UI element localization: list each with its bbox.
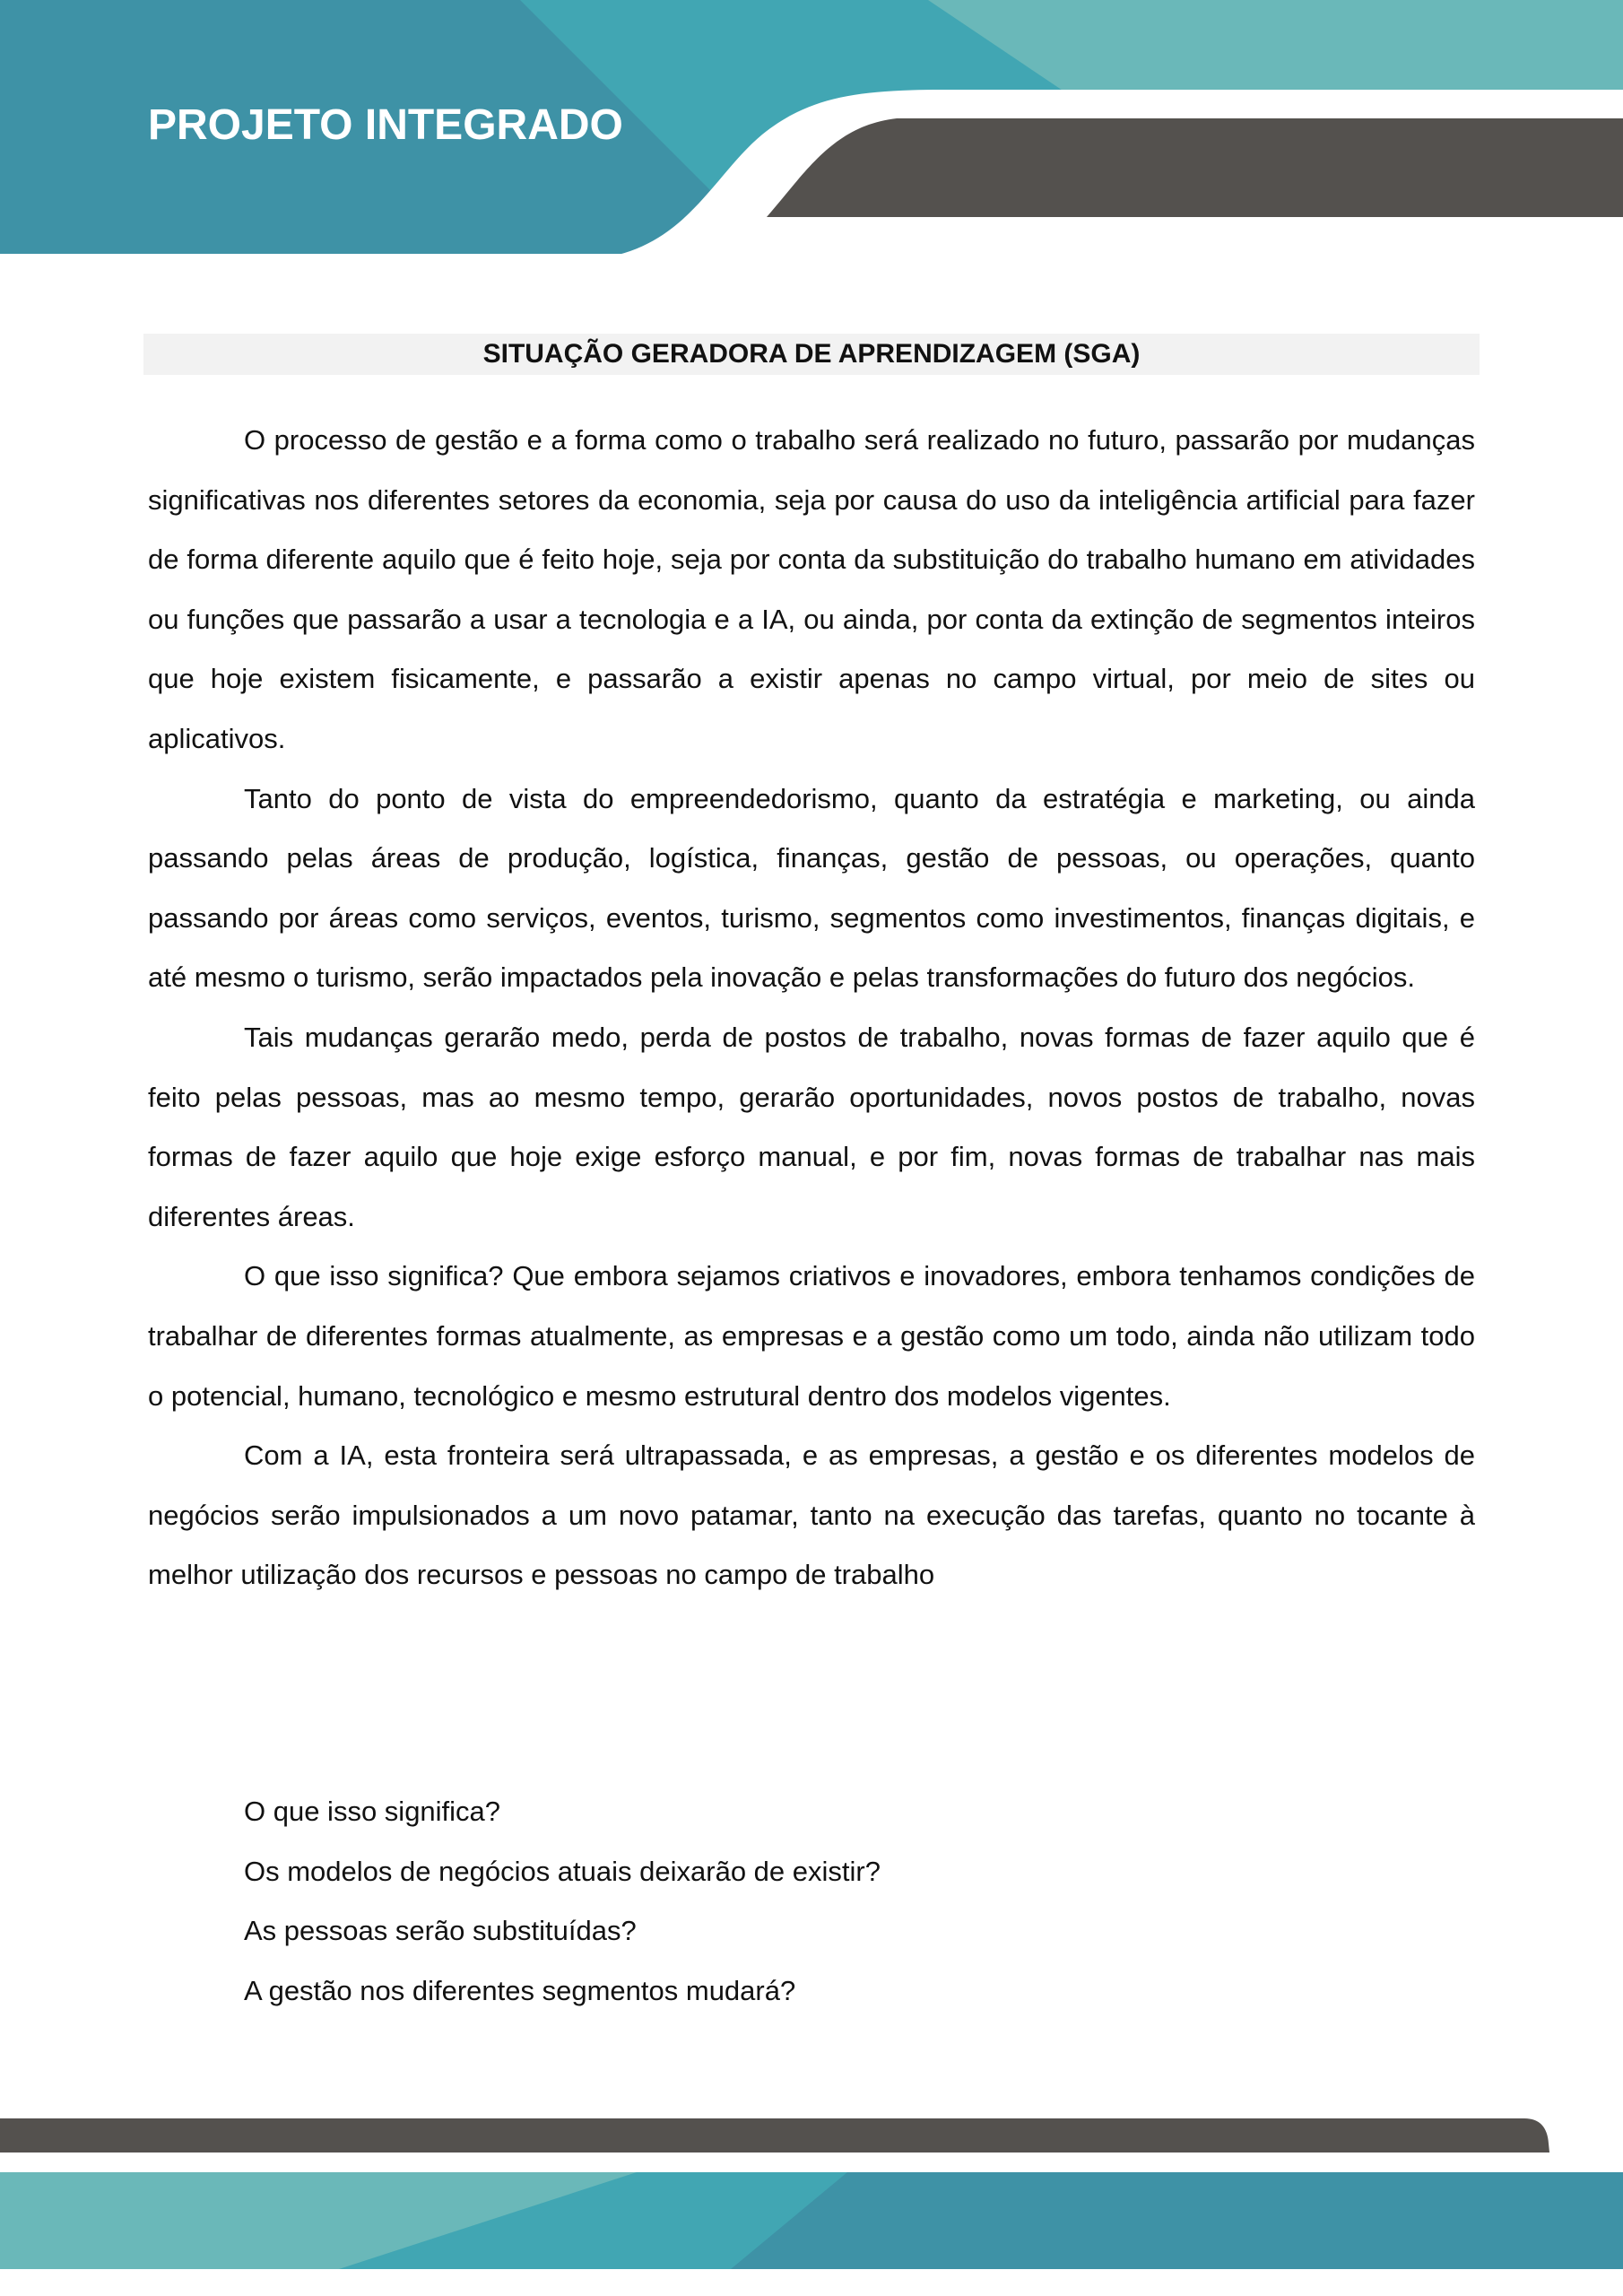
footer-gray-band xyxy=(0,2118,1549,2152)
questions-list xyxy=(244,1782,881,2021)
footer-graphic xyxy=(0,2108,1623,2296)
question-item: Os modelos de negócios atuais deixarão de existir? xyxy=(244,1855,881,1887)
header-title: PROJETO INTEGRADO xyxy=(148,101,623,149)
section-title: SITUAÇÃO GERADORA DE APRENDIZAGEM (SGA) xyxy=(482,339,1141,369)
paragraph: Tais mudanças gerarão medo, perda de postos de trabalho, novas formas de fazer aquilo que é feito pelas pessoas, mas ao mesmo tempo, gerarão oportunidades, novos postos de trabalho, novas formas de fazer aquilo que hoje exige esforço manual, e por fim, novas formas de trabalhar nas mais diferentes áreas. xyxy=(148,1021,1475,1232)
paragraph: Com a IA, esta fronteira será ultrapassada, e as empresas, a gestão e os diferentes modelos de negócios serão impulsionados a um novo patamar, tanto na execução das tarefas, quanto no tocante à melhor utilização dos recursos e pessoas no campo de trabalho xyxy=(148,1439,1475,1591)
question-item: As pessoas serão substituídas? xyxy=(244,1915,637,1947)
paragraph: O processo de gestão e a forma como o trabalho será realizado no futuro, passarão por mudanças significativas nos diferentes setores da economia, seja por causa do uso da inteligência artificial para fazer de forma diferente aquilo que é feito hoje, seja por conta da substituição do trabalho humano em atividades ou funções que passarão a usar a tecnologia e a IA, ou ainda, por conta da extinção de segmentos inteiros que hoje existem fisicamente, e passarão a existir apenas no campo virtual, por meio de sites ou aplicativos. xyxy=(148,424,1475,754)
paragraph: O que isso significa? Que embora sejamos criativos e inovadores, embora tenhamos condições de trabalhar de diferentes formas atualmente, as empresas e a gestão como um todo, ainda não utilizam todo o potencial, humano, tecnológico e mesmo estrutural dentro dos modelos vigentes. xyxy=(148,1260,1475,1412)
body-text xyxy=(148,411,1475,1605)
header-gray-band xyxy=(767,118,1623,217)
paragraph: Tanto do ponto de vista do empreendedorismo, quanto da estratégia e marketing, ou ainda passando pelas áreas de produção, logística, finanças, gestão de pessoas, ou operações, quanto passando por áreas como serviços, eventos, turismo, segmentos como investimentos, finanças digitais, e até mesmo o turismo, serão impactados pela inovação e pelas transformações do futuro dos negócios. xyxy=(148,782,1475,994)
question-item: A gestão nos diferentes segmentos mudará? xyxy=(244,1974,796,2006)
question-item: O que isso significa? xyxy=(244,1796,501,1827)
section-banner xyxy=(143,334,1480,375)
